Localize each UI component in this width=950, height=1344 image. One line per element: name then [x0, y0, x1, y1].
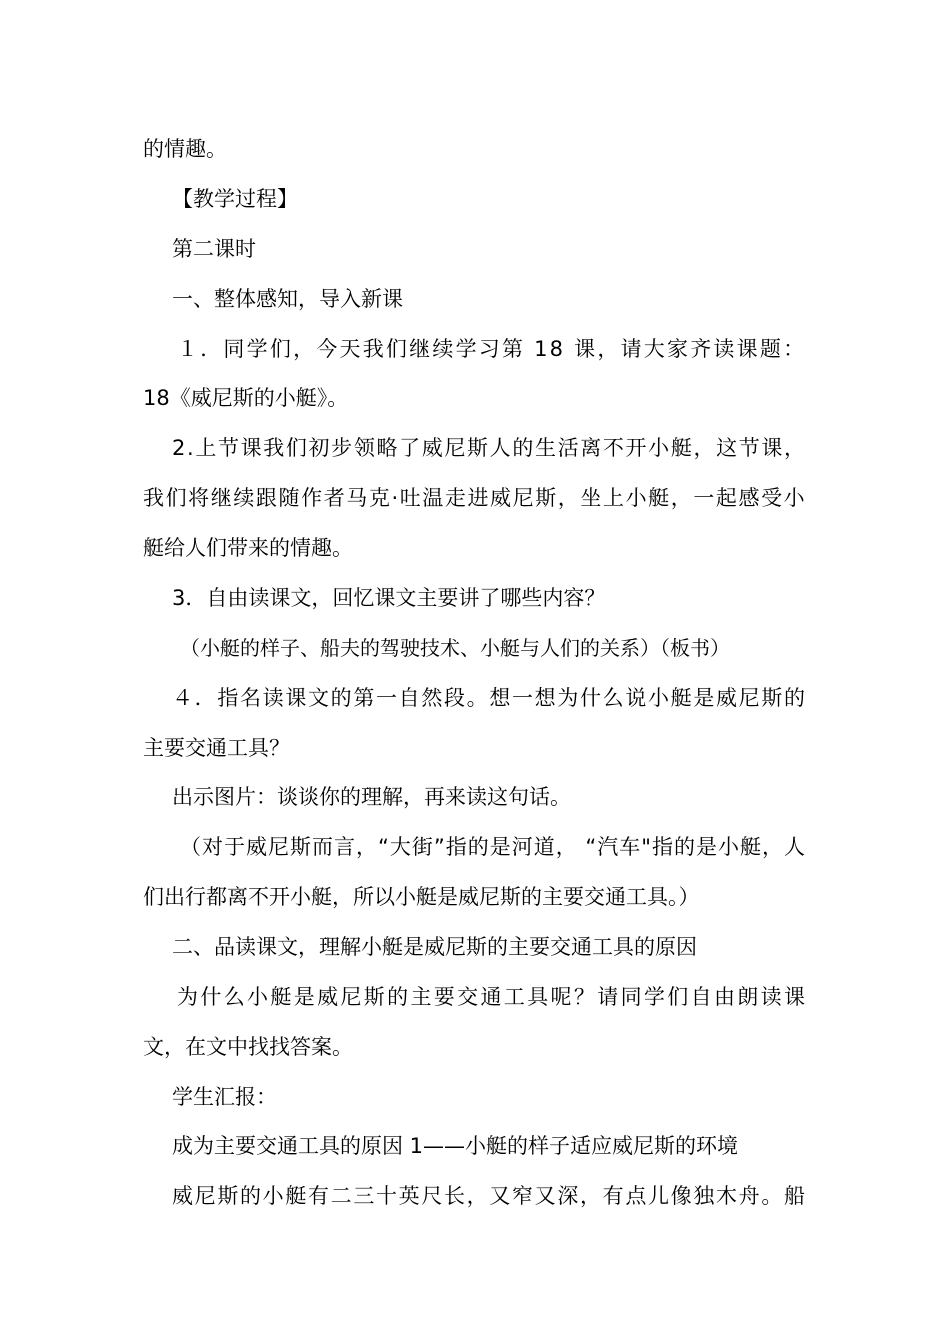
text-line: 我们将继续跟随作者马克·吐温走进威尼斯，坐上小艇，一起感受小 [143, 486, 807, 510]
text-line: 的情趣。 [143, 137, 227, 161]
text-line: １．同学们，今天我们继续学习第 18 课，请大家齐读课题： [177, 337, 807, 361]
subsection-heading: 二、品读课文，理解小艇是威尼斯的主要交通工具的原因 [172, 935, 697, 959]
text-line: 威尼斯的小艇有二三十英尺长，又窄又深，有点儿像独木舟。船 [172, 1184, 807, 1208]
section-heading: 【教学过程】 [172, 187, 298, 211]
text-line: 学生汇报： [172, 1085, 277, 1109]
text-line: 成为主要交通工具的原因 1——小艇的样子适应威尼斯的环境 [172, 1134, 739, 1158]
text-line: 们出行都离不开小艇，所以小艇是威尼斯的主要交通工具。） [143, 885, 700, 909]
text-line: ４．指名读课文的第一自然段。想一想为什么说小艇是威尼斯的 [172, 686, 807, 710]
text-line: 为什么小艇是威尼斯的主要交通工具呢？请同学们自由朗读课 [177, 985, 808, 1009]
text-line: （小艇的样子、船夫的驾驶技术、小艇与人们的关系）（板书） [180, 636, 730, 660]
text-line: 18《威尼斯的小艇》。 [143, 386, 349, 410]
text-line: 出示图片：谈谈你的理解，再来读这句话。 [172, 785, 571, 809]
text-line: （对于威尼斯而言，“大街”指的是河道， “汽车"指的是小艇，人 [180, 835, 806, 859]
text-line: 3．自由读课文，回忆课文主要讲了哪些内容？ [172, 586, 606, 610]
text-line: 艇给人们带来的情趣。 [143, 536, 353, 560]
subsection-heading: 一、整体感知，导入新课 [172, 287, 403, 311]
text-line: 主要交通工具？ [143, 736, 290, 760]
text-line: 2.上节课我们初步领略了威尼斯人的生活离不开小艇，这节课， [172, 436, 807, 460]
text-line: 文，在文中找找答案。 [143, 1035, 353, 1059]
lesson-heading: 第二课时 [172, 237, 256, 261]
